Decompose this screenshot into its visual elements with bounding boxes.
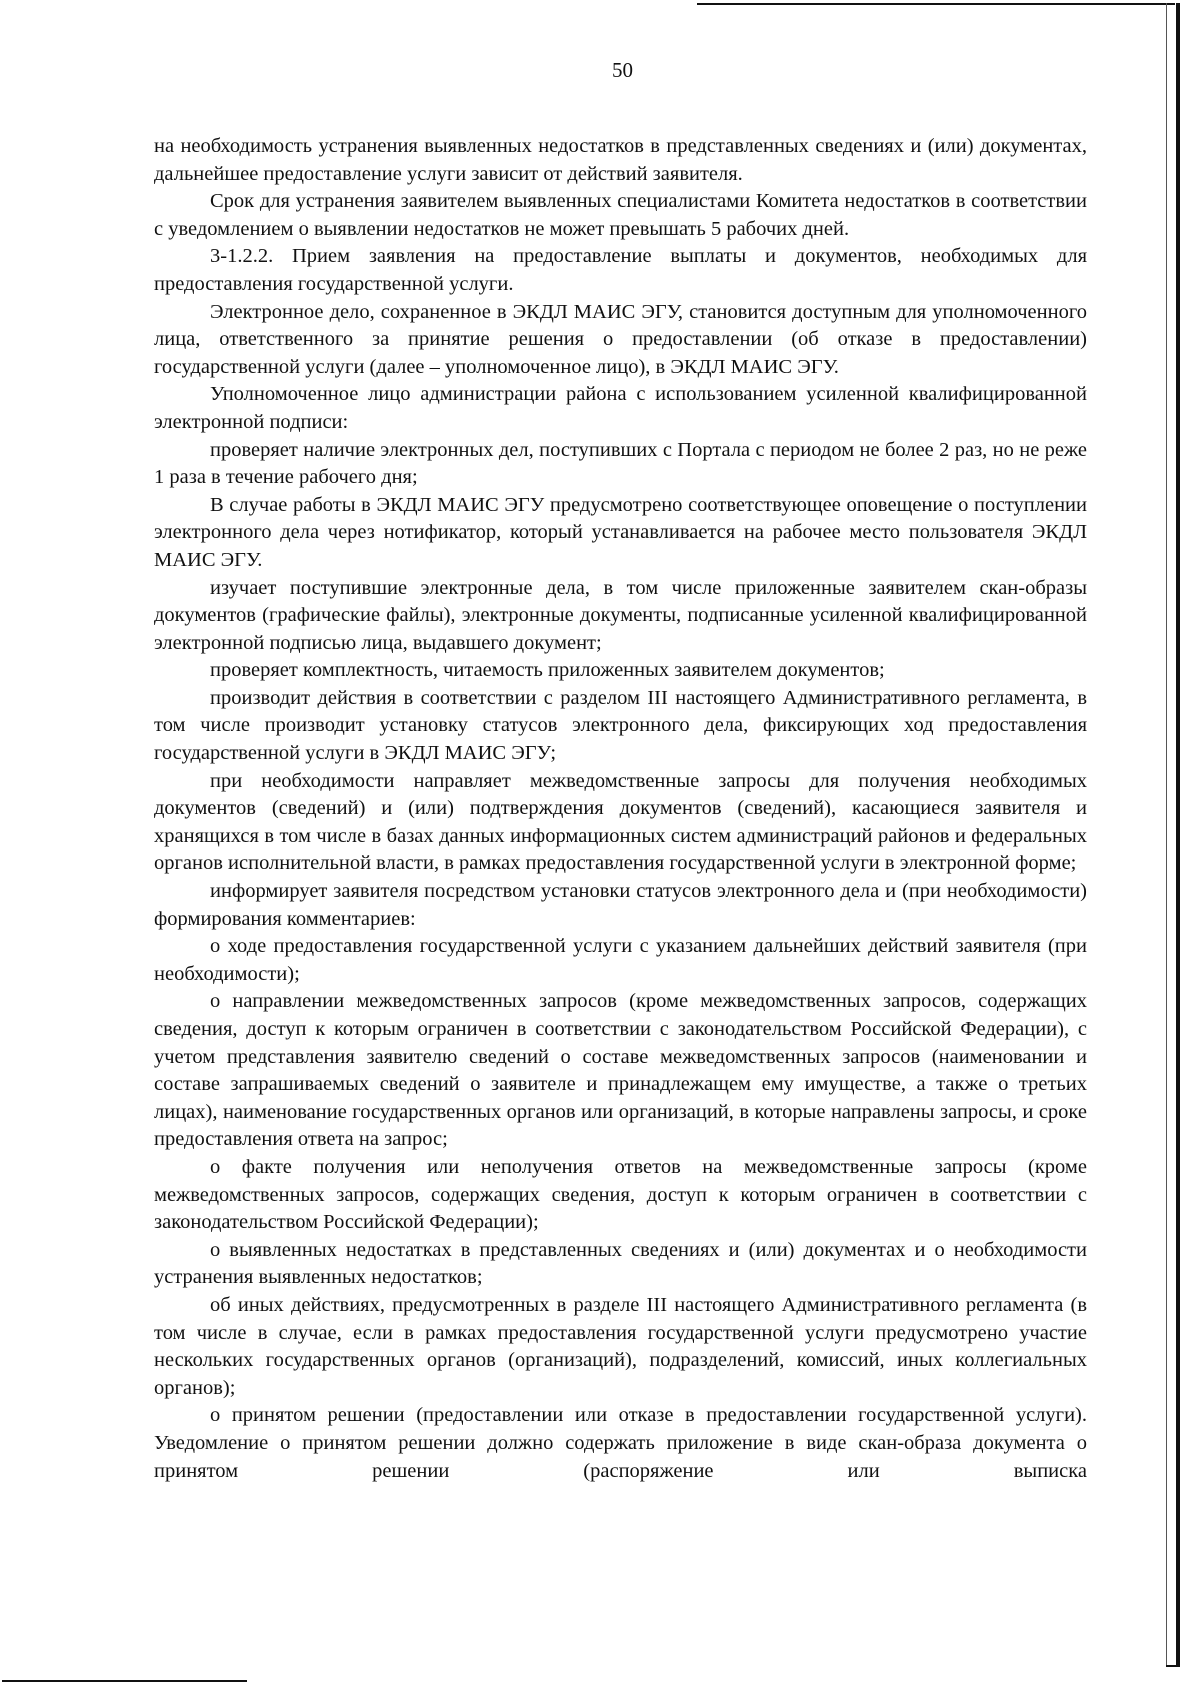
paragraph: Электронное дело, сохраненное в ЭКДЛ МАИС ЭГУ, становится доступным для уполномоченного лица, ответственного за принятие решения о предоставлении (об отказе в предоставлении) государственной услуги (далее – уполномоченное лицо), в ЭКДЛ МАИС ЭГУ.: [154, 300, 1087, 378]
frame-bottom-right-line: [1166, 1665, 1180, 1667]
paragraph: производит действия в соответствии с разделом III настоящего Административного регламента, в том числе производит установку статусов электронного дела, фиксирующих ход предоставления государственной услуги в ЭКДЛ МАИС ЭГУ;: [154, 686, 1087, 765]
paragraph: В случае работы в ЭКДЛ МАИС ЭГУ предусмотрено соответствующее оповещение о поступлении электронного дела через нотификатор, который устанавливается на рабочее место пользователя ЭКДЛ МАИС ЭГУ.: [154, 493, 1087, 571]
footnote-separator-line: [2, 1680, 247, 1682]
paragraph: информирует заявителя посредством установки статусов электронного дела и (при необходимости) формирования комментариев:: [154, 880, 1087, 930]
frame-top-line: [697, 3, 1175, 5]
paragraph: при необходимости направляет межведомственные запросы для получения необходимых документов (сведений) и (или) подтверждения документов (сведений), касающиеся заявителя и хранящихся в том числе в базах данных информационных систем администраций районов и федеральных органов исполнительной власти, в рамках предоставления государственной услуги в электронной форме;: [154, 769, 1087, 875]
paragraph: 3-1.2.2. Прием заявления на предоставление выплаты и документов, необходимых для предоставления государственной услуги.: [154, 245, 1087, 295]
paragraph: о факте получения или неполучения ответов на межведомственные запросы (кроме межведомственных запросов, содержащих сведения, доступ к которым ограничен в соответствии с законодательством Российской Федерации);: [154, 1155, 1087, 1234]
frame-right-inner-line: [1166, 3, 1167, 1665]
page-number: 50: [612, 58, 633, 82]
paragraph: изучает поступившие электронные дела, в том числе приложенные заявителем скан-образы документов (графические файлы), электронные документы, подписанные усиленной квалифицированной электронной подписью лица, выдавшего документ;: [154, 576, 1087, 654]
frame-right-line: [1176, 3, 1180, 1665]
paragraph: о направлении межведомственных запросов (кроме межведомственных запросов, содержащих сведения, доступ к которым ограничен в соответствии с законодательством Российской Федерации), с учетом представления заявителю сведений о составе межведомственных запросов (наименовании и составе запрашиваемых сведений о заявителе и принадлежащем ему имуществе, а также о третьих лицах), наименование государственных органов или организаций, в которые направлены запросы, и сроке предоставления ответа на запрос;: [154, 990, 1087, 1151]
paragraph: проверяет наличие электронных дел, поступивших с Портала с периодом не более 2 раз, но не реже 1 раза в течение рабочего дня;: [154, 438, 1087, 489]
paragraph: о ходе предоставления государственной услуги с указанием дальнейших действий заявителя (при необходимости);: [154, 935, 1087, 985]
paragraph: об иных действиях, предусмотренных в разделе III настоящего Административного регламента (в том числе в случае, если в рамках предоставления государственной услуги предусмотрено участие нескольких государственных органов (организаций), подразделений, комиссий, иных коллегиальных органов);: [154, 1293, 1087, 1399]
paragraph: проверяет комплектность, читаемость приложенных заявителем документов;: [210, 659, 885, 682]
paragraph: Срок для устранения заявителем выявленных специалистами Комитета недостатков в соответствии с уведомлением о выявлении недостатков не может превышать 5 рабочих дней.: [154, 190, 1087, 240]
paragraph: о выявленных недостатках в представленных сведениях и (или) документах и о необходимости устранения выявленных недостатков;: [154, 1238, 1087, 1289]
paragraph: Уполномоченное лицо администрации района с использованием усиленной квалифицированной электронной подписи:: [154, 383, 1087, 433]
document-body: [154, 133, 1087, 1485]
paragraph: на необходимость устранения выявленных недостатков в представленных сведениях и (или) документах, дальнейшее предоставление услуги зависит от действий заявителя.: [154, 135, 1087, 185]
paragraph: о принятом решении (предоставлении или отказе в предоставлении государственной услуги). Уведомление о принятом решении должно содержать приложение в виде скан-образа документа о принятом решении (распоряжение или выписка: [154, 1404, 1087, 1482]
